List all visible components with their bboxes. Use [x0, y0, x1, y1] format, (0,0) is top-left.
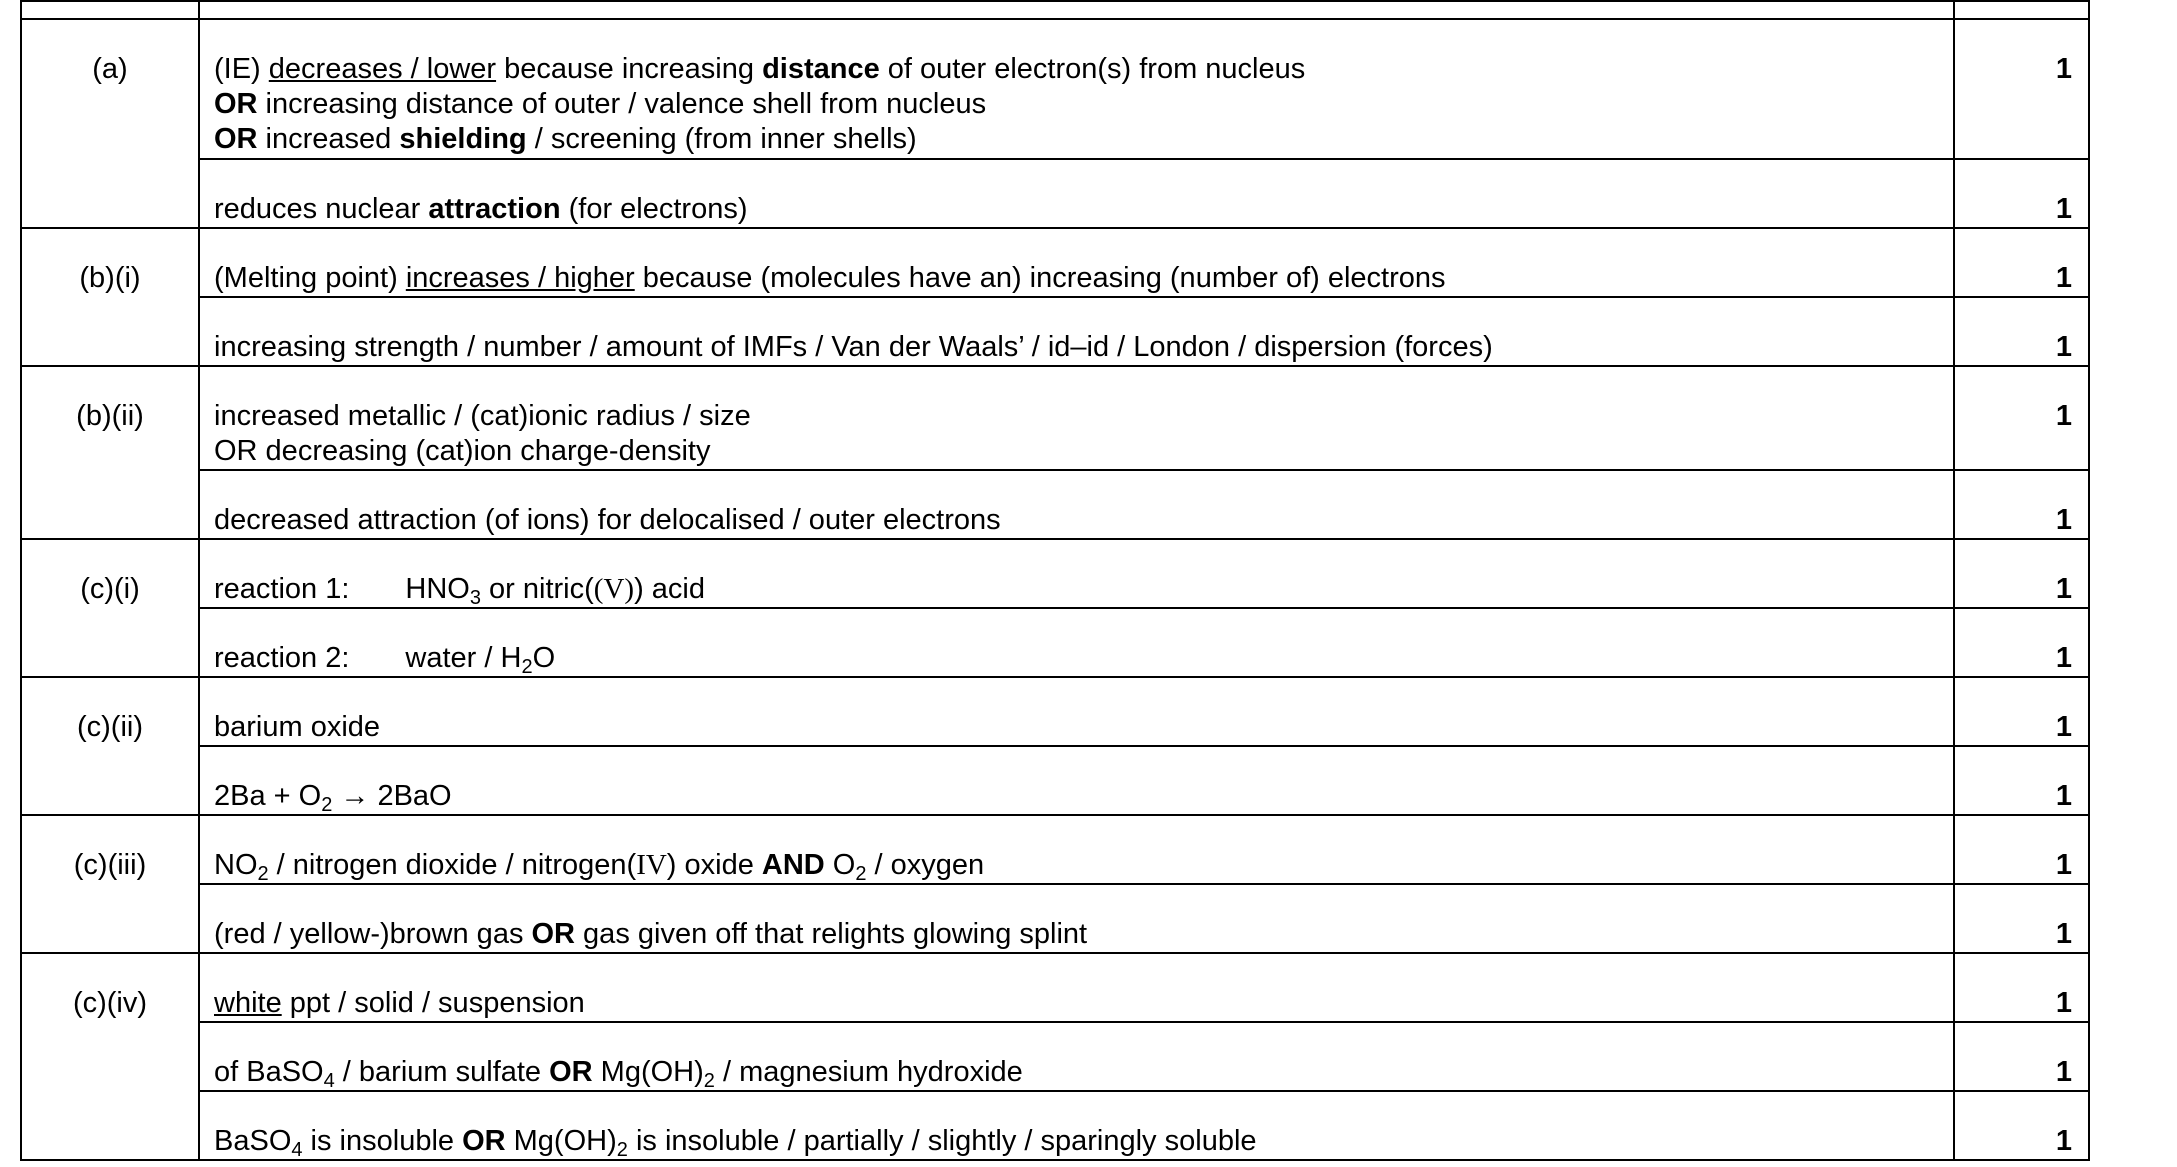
answer-cell [199, 746, 1954, 815]
table-row [21, 159, 2089, 228]
table-row [21, 884, 2089, 953]
answer-line [214, 261, 1941, 296]
answer-line [214, 572, 1941, 607]
mark-cell: 1 [1954, 159, 2089, 228]
table-row [21, 608, 2089, 677]
subscript: 2 [616, 1139, 628, 1161]
table-row [21, 470, 2089, 539]
table-row [21, 19, 2089, 159]
answer-text: gas given off that relights glowing splint [575, 918, 1088, 950]
bold-keyword: AND [761, 849, 825, 881]
mark-cell: 1 [1954, 815, 2089, 884]
answer-text: ppt / solid / suspension [281, 987, 585, 1019]
answer-cell [199, 884, 1954, 953]
question-label: (a) [21, 19, 199, 228]
mark-cell: 1 [1954, 677, 2089, 746]
table-row [21, 539, 2089, 608]
answer-text: reaction 1: [214, 573, 350, 605]
answer-line [214, 87, 1941, 122]
answer-line [214, 986, 1941, 1021]
answer-text: O [824, 849, 856, 881]
question-label: (b)(ii) [21, 366, 199, 539]
answer-line [214, 330, 1941, 365]
answer-cell [199, 470, 1954, 539]
subscript: 2 [855, 863, 867, 885]
table-row [21, 366, 2089, 470]
subscript: 2 [257, 863, 269, 885]
answer-text: of outer electron(s) from nucleus [879, 53, 1306, 85]
answer-text: increased metallic / (cat)ionic radius / size [214, 400, 751, 432]
answer-line [214, 1124, 1941, 1159]
table-row [21, 297, 2089, 366]
subscript: 3 [469, 587, 481, 609]
answer-line [214, 641, 1941, 676]
answer-cell [199, 608, 1954, 677]
table-row [21, 1022, 2089, 1091]
mark-cell: 1 [1954, 539, 2089, 608]
subscript: 2 [703, 1070, 715, 1092]
answer-line [214, 52, 1941, 87]
subscript: 2 [521, 656, 533, 678]
bold-keyword: OR [462, 1125, 506, 1157]
table-row [21, 746, 2089, 815]
answer-cell [199, 815, 1954, 884]
question-label: (c)(ii) [21, 677, 199, 815]
mark-cell: 1 [1954, 746, 2089, 815]
question-label: (c)(iv) [21, 953, 199, 1160]
answer-text: increased [257, 123, 400, 155]
answer-text: reaction 2: [214, 642, 350, 674]
answer-text: → 2BaO [332, 780, 452, 812]
answer-text: or nitric( [481, 573, 594, 605]
table-row [21, 228, 2089, 297]
answer-cell [199, 1022, 1954, 1091]
table-row [21, 677, 2089, 746]
mark-cell: 1 [1954, 297, 2089, 366]
answer-text: 2Ba + O [214, 780, 322, 812]
bold-keyword: OR [214, 123, 258, 155]
answer-text: NO [214, 849, 258, 881]
answer-line [214, 122, 1941, 157]
mark-scheme-table [20, 0, 2090, 1161]
answer-cell [199, 1091, 1954, 1160]
answer-line [214, 434, 1941, 469]
answer-text: HNO [405, 573, 470, 605]
answer-text: because increasing [496, 53, 763, 85]
answer-text: (red / yellow-)brown gas [214, 918, 532, 950]
answer-text: / nitrogen dioxide / nitrogen( [268, 849, 637, 881]
answer-text: reduces nuclear [214, 193, 429, 225]
table-row [21, 953, 2089, 1022]
answer-line [214, 399, 1941, 434]
bold-keyword: OR [214, 88, 258, 120]
bold-keyword: shielding [399, 123, 527, 155]
answer-header-cell [199, 1, 1954, 19]
mark-cell: 1 [1954, 884, 2089, 953]
answer-cell [199, 366, 1954, 470]
question-header-cell [21, 1, 199, 19]
bold-keyword: distance [762, 53, 880, 85]
subscript: 4 [323, 1070, 335, 1092]
answer-cell [199, 19, 1954, 159]
mark-cell: 1 [1954, 228, 2089, 297]
mark-cell: 1 [1954, 1091, 2089, 1160]
answer-text: is insoluble [302, 1125, 463, 1157]
answer-text: ) acid [634, 573, 705, 605]
answer-text: (Melting point) [214, 262, 406, 294]
answer-text: O [532, 642, 556, 674]
table-row [21, 815, 2089, 884]
mark-cell: 1 [1954, 470, 2089, 539]
table-row [21, 1091, 2089, 1160]
answer-text: because (molecules have an) increasing (number of) electrons [634, 262, 1446, 294]
answer-text: BaSO [214, 1125, 292, 1157]
answer-cell [199, 159, 1954, 228]
bold-keyword: OR [549, 1056, 593, 1088]
subscript: 2 [321, 794, 333, 816]
answer-line [214, 192, 1941, 227]
answer-line [214, 710, 1941, 745]
subscript: 4 [291, 1139, 303, 1161]
answer-text: increasing distance of outer / valence shell from nucleus [257, 88, 987, 120]
answer-text: Mg(OH) [505, 1125, 617, 1157]
marks-header-cell [1954, 1, 2089, 19]
mark-cell: 1 [1954, 366, 2089, 470]
answer-cell [199, 677, 1954, 746]
answer-text: (V) [593, 573, 635, 605]
answer-text: IV [636, 849, 667, 881]
answer-text: / screening (from inner shells) [526, 123, 917, 155]
underlined-text: decreases / lower [268, 53, 497, 85]
underlined-text: white [214, 987, 282, 1019]
mark-cell: 1 [1954, 1022, 2089, 1091]
question-label: (c)(iii) [21, 815, 199, 953]
mark-cell: 1 [1954, 19, 2089, 159]
answer-text: (IE) [214, 53, 269, 85]
answer-cell [199, 953, 1954, 1022]
answer-text: is insoluble / partially / slightly / sparingly soluble [627, 1125, 1257, 1157]
answer-text: (for electrons) [560, 193, 748, 225]
answer-cell [199, 297, 1954, 366]
mark-cell: 1 [1954, 953, 2089, 1022]
answer-cell [199, 539, 1954, 608]
answer-text: water / H [405, 642, 522, 674]
answer-text: barium oxide [214, 711, 381, 743]
answer-text: OR decreasing (cat)ion charge-density [214, 435, 711, 467]
answer-line [214, 848, 1941, 883]
answer-line [214, 779, 1941, 814]
question-label: (b)(i) [21, 228, 199, 366]
answer-text: of BaSO [214, 1056, 324, 1088]
bold-keyword: attraction [428, 193, 561, 225]
answer-text: decreased attraction (of ions) for delocalised / outer electrons [214, 504, 1001, 536]
answer-text: Mg(OH) [592, 1056, 704, 1088]
mark-cell: 1 [1954, 608, 2089, 677]
question-label: (c)(i) [21, 539, 199, 677]
answer-line [214, 1055, 1941, 1090]
answer-cell [199, 228, 1954, 297]
answer-text: ) oxide [666, 849, 762, 881]
answer-text: / barium sulfate [334, 1056, 550, 1088]
bold-keyword: OR [531, 918, 575, 950]
table-top-row [21, 1, 2089, 19]
answer-text: / oxygen [866, 849, 985, 881]
answer-line [214, 917, 1941, 952]
answer-text: / magnesium hydroxide [714, 1056, 1023, 1088]
answer-text: increasing strength / number / amount of IMFs / Van der Waals’ / id–id / London / dispersion (forces) [214, 331, 1493, 363]
underlined-text: increases / higher [405, 262, 635, 294]
answer-line [214, 503, 1941, 538]
